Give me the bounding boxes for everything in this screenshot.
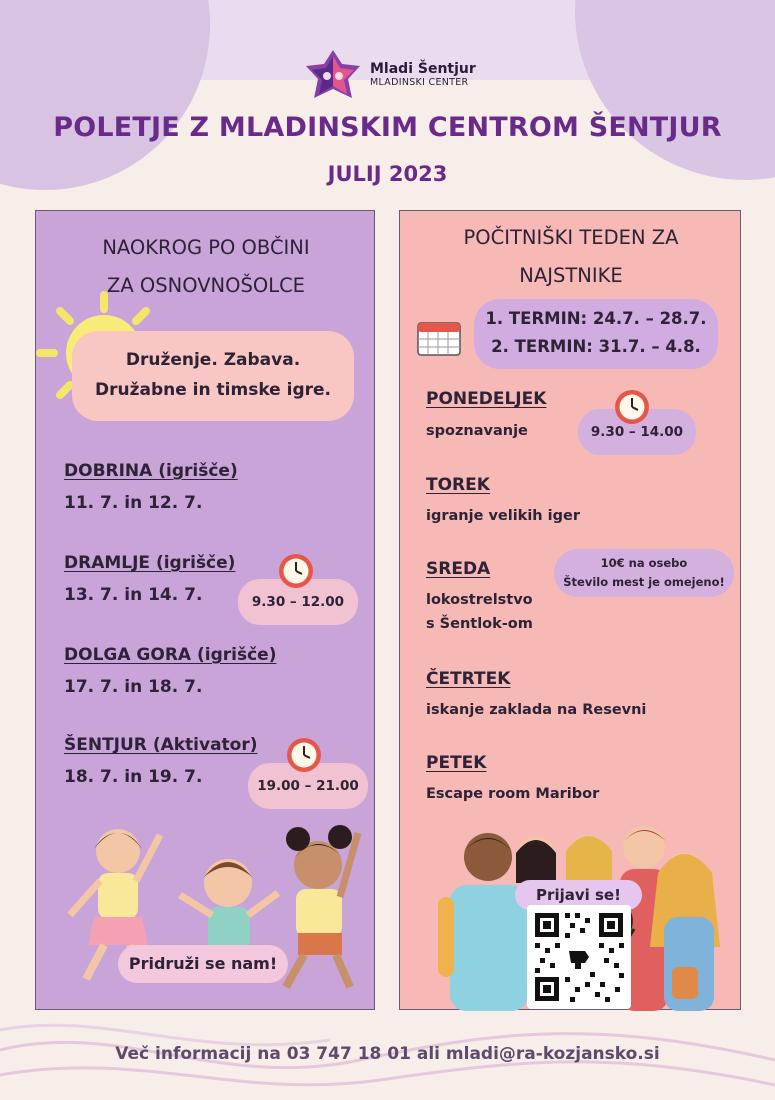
location-2-time: 9.30 – 12.00 — [238, 579, 358, 625]
qr-code — [527, 905, 631, 1009]
left-heading-line2: ZA OSNOVNOŠOLCE — [106, 274, 306, 297]
activity-wednesday-line2: s Šentlok-om — [426, 616, 533, 632]
kid-right — [286, 825, 358, 987]
day-friday: PETEK — [426, 753, 487, 773]
price-line2: Število mest je omejeno! — [563, 575, 725, 589]
activity-wednesday-line1: lokostrelstvo — [426, 592, 533, 608]
location-4-dates: 18. 7. in 19. 7. — [64, 767, 203, 787]
activity-thursday: iskanje zaklada na Resevni — [426, 702, 647, 718]
location-4-time: 19.00 – 21.00 — [248, 763, 368, 809]
location-1 — [64, 461, 238, 481]
location-4 — [64, 735, 258, 755]
clock-icon — [286, 737, 322, 773]
location-2-dates: 13. 7. in 14. 7. — [64, 585, 203, 605]
day-tuesday: TOREK — [426, 475, 490, 495]
location-3-dates: 17. 7. in 18. 7. — [64, 677, 203, 697]
intro-line1: Druženje. Zabava. — [125, 350, 301, 370]
price-line1: 10€ na osebo — [600, 556, 688, 570]
terms-pill — [474, 299, 718, 369]
location-name: ŠENTJUR (Aktivator) — [64, 735, 258, 755]
term-1: 1. TERMIN: 24.7. – 28.7. — [485, 309, 707, 328]
day-thursday: ČETRTEK — [426, 669, 511, 689]
page-subtitle: JULIJ 2023 — [327, 162, 448, 186]
activity-monday: spoznavanje — [426, 423, 528, 439]
location-name: DOLGA GORA (igrišče) — [64, 645, 277, 665]
kid-middle — [180, 859, 278, 951]
clock-icon — [278, 553, 314, 589]
left-panel — [35, 210, 375, 1010]
signup-qr-code[interactable] — [527, 905, 631, 1009]
teen-left — [438, 833, 528, 1011]
right-heading-line2: NAJSTNIKE — [519, 264, 623, 287]
join-pill: Pridruži se nam! — [118, 945, 288, 983]
day-wednesday: SREDA — [426, 559, 491, 579]
clock-icon — [614, 389, 650, 425]
signup-label: Prijavi se! — [515, 880, 642, 910]
activity-friday: Escape room Maribor — [426, 786, 600, 802]
teen-time: 9.30 – 14.00 — [578, 409, 696, 455]
location-3 — [64, 645, 276, 665]
activity-wednesday — [426, 588, 533, 636]
term-2: 2. TERMIN: 31.7. – 4.8. — [491, 337, 701, 356]
logo-star-icon — [302, 46, 364, 102]
contact-footer: Več informacij na 03 747 18 01 ali mladi@ra-kozjansko.si — [115, 1044, 660, 1064]
calendar-icon — [416, 319, 462, 357]
brand-name: Mladi Šentjur — [370, 60, 476, 77]
activity-tuesday: igranje velikih iger — [426, 508, 581, 524]
right-heading — [400, 219, 742, 295]
day-monday: PONEDELJEK — [426, 389, 547, 409]
price-pill — [554, 549, 734, 597]
location-name: DRAMLJE (igrišče) — [64, 553, 236, 573]
left-heading-line1: NAOKROG PO OBČINI — [102, 236, 310, 259]
page-title: POLETJE Z MLADINSKIM CENTROM ŠENTJUR — [53, 112, 722, 143]
location-name: DOBRINA (igrišče) — [64, 461, 238, 481]
intro-pill — [72, 331, 354, 421]
location-1-dates: 11. 7. in 12. 7. — [64, 493, 203, 513]
right-heading-line1: POČITNIŠKI TEDEN ZA — [463, 226, 679, 249]
brand-logo — [302, 46, 476, 102]
intro-line2: Družabne in timske igre. — [95, 380, 331, 400]
brand-subtitle: MLADINSKI CENTER — [370, 76, 469, 88]
top-right-background-shape — [575, 0, 775, 180]
location-2 — [64, 553, 235, 573]
